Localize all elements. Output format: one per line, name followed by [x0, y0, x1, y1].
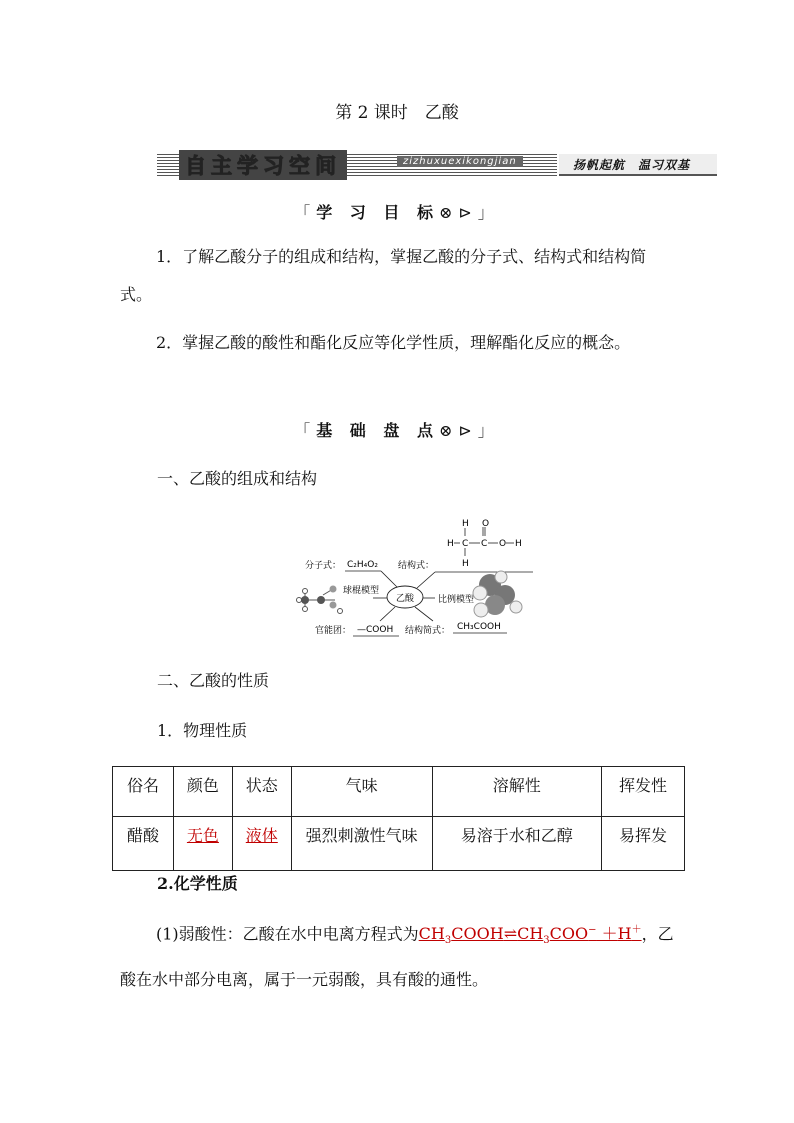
basics-heading-text: 基 础 盘 点 [316, 421, 439, 440]
banner-pinyin: zizhuxuexikongjian [397, 156, 523, 167]
table-cell: 醋酸 [113, 817, 174, 871]
struct-atom: H [515, 539, 522, 549]
physical-properties-table [112, 766, 685, 871]
struct-atom: O [499, 539, 507, 549]
objectives-heading-text: 学 习 目 标 [316, 203, 439, 222]
page-title: 第 2 课时 乙酸 [335, 103, 459, 123]
struct-atom: C [462, 539, 469, 549]
infinity-icon: ⊗⊳」 [438, 421, 500, 440]
objective-1: 1．了解乙酸分子的组成和结构，掌握乙酸的分子式、结构式和结构简式。 [120, 247, 647, 304]
physical-heading: 1．物理性质 [157, 721, 248, 740]
objective-2: 2．掌握乙酸的酸性和酯化反应等化学性质，理解酯化反应的概念。 [156, 333, 631, 352]
table-cell-answer [173, 817, 232, 871]
section-banner [157, 152, 717, 176]
banner-title: 自主学习空间 [179, 150, 347, 180]
structural-formula-label: 结构式： [398, 561, 435, 571]
ionization-equation: $CH_3COOH\rightleftharpoons CH_3COO^- +H^+$ [418, 924, 642, 947]
table-header-row [113, 767, 685, 817]
struct-atom: H [447, 539, 454, 549]
table-header-cell: 状态 [232, 767, 291, 817]
simplified-formula: CH₃COOH [457, 622, 501, 632]
simplified-label: 结构简式： [405, 626, 451, 636]
table-header-cell: 溶解性 [432, 767, 601, 817]
table-cell-answer [232, 817, 291, 871]
ball-stick-label: 球棍模型 [343, 586, 380, 596]
struct-atom: O [482, 519, 490, 529]
table-cell: 强烈刺激性气味 [291, 817, 432, 871]
weak-acid-paragraph [120, 912, 675, 999]
weak-acid-prefix: (1)弱酸性：乙酸在水中电离方程式为 [156, 924, 419, 944]
equilibrium-arrow-icon: ⇌ [503, 924, 518, 944]
table-cell: 易溶于水和乙醇 [432, 817, 601, 871]
table-cell: 易挥发 [601, 817, 684, 871]
molecular-formula: C₂H₄O₂ [347, 560, 378, 570]
banner-slogan: 扬帆起航 温习双基 [573, 158, 691, 172]
section-1-heading: 一、乙酸的组成和结构 [157, 469, 318, 488]
table-header-cell: 气味 [291, 767, 432, 817]
answer-text: 液体 [245, 826, 278, 845]
table-row [113, 817, 685, 871]
struct-atom: C [481, 539, 488, 549]
space-fill-label: 比例模型 [438, 595, 475, 605]
table-header-cell: 俗名 [113, 767, 174, 817]
struct-atom: H [462, 519, 469, 529]
table-header-cell: 挥发性 [601, 767, 684, 817]
center-label: 乙酸 [396, 594, 415, 604]
answer-text: 无色 [186, 826, 219, 845]
section-2-heading: 二、乙酸的性质 [157, 671, 270, 690]
functional-group: —COOH [357, 625, 394, 635]
banner-slogan-box [559, 154, 717, 176]
molecular-formula-label: 分子式： [305, 561, 342, 571]
table-header-cell: 颜色 [173, 767, 232, 817]
chemical-heading: 2.化学性质 [157, 874, 238, 893]
infinity-icon: ⊗⊳」 [438, 203, 500, 222]
acetic-acid-structure-diagram [295, 515, 540, 645]
objectives-heading: 「学 习 目 标⊗⊳」 [294, 203, 500, 222]
weak-acid-suffix: ，乙酸在水中部分电离，属于一元弱酸，具有酸的通性。 [120, 924, 674, 989]
struct-atom: H [462, 559, 469, 569]
functional-group-label: 官能团： [315, 626, 352, 636]
basics-heading: 「基 础 盘 点⊗⊳」 [294, 421, 500, 440]
